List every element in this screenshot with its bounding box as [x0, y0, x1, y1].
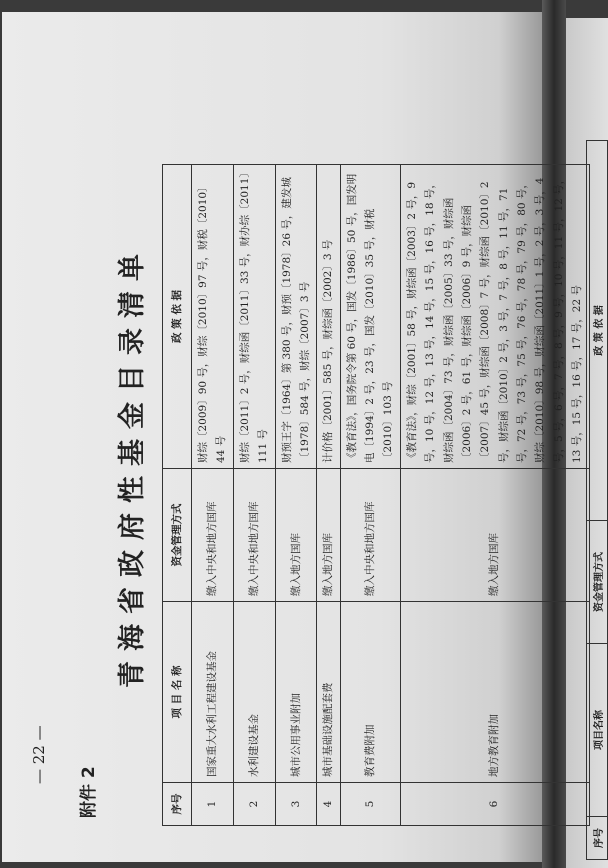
document-title: 青海省政府性基金目录清单 [117, 244, 148, 688]
cell-policy-basis: 财综〔2011〕2 号，财综函〔2011〕33 号，财办综〔2011〕111 号 [233, 165, 275, 469]
cell-policy-basis: 财预王字〔1964〕第 380 号，财预〔1978〕26 号，建发城〔1978〕584 号，财综〔2007〕3 号 [275, 165, 317, 469]
next-page-table-header [586, 140, 608, 860]
cell-policy-basis: 《教育法》，国务院令第 60 号，国发〔1986〕50 号，国发明电〔1994〕2 号，23 号，国发〔2010〕35 号，财税〔2010〕103 号 [340, 165, 400, 469]
page-number: — 22 — [30, 725, 48, 784]
table-row [192, 165, 234, 826]
table-row [340, 165, 400, 826]
table-row [317, 165, 340, 826]
next-header-seq: 序号 [587, 817, 608, 860]
cell-seq: 4 [317, 783, 340, 826]
header-item-name: 项 目 名 称 [163, 602, 192, 783]
cell-seq: 5 [340, 783, 400, 826]
header-seq: 序号 [163, 783, 192, 826]
table-row [400, 165, 589, 826]
attachment-label: 附件 2 [79, 766, 99, 818]
cell-fund-management: 缴入地方国库 [317, 469, 340, 602]
cell-seq: 2 [233, 783, 275, 826]
next-header-item-name: 项目名称 [587, 644, 608, 817]
cell-item-name: 城市基础设施配套费 [317, 602, 340, 783]
next-page-header-strip [586, 140, 608, 860]
cell-item-name: 城市公用事业附加 [275, 602, 317, 783]
cell-fund-management: 缴入地方国库 [275, 469, 317, 602]
table-row [233, 165, 275, 826]
table-row [275, 165, 317, 826]
fund-catalog-table [162, 164, 590, 826]
cell-fund-management: 缴入地方国库 [400, 469, 589, 602]
header-fund-management: 资金管理方式 [163, 469, 192, 602]
cell-item-name: 水利建设基金 [233, 602, 275, 783]
next-header-fund-management: 资金管理方式 [587, 521, 608, 644]
cell-fund-management: 缴入中央和地方国库 [233, 469, 275, 602]
cell-seq: 6 [400, 783, 589, 826]
rotated-page-content [30, 88, 584, 828]
cell-fund-management: 缴入中央和地方国库 [340, 469, 400, 602]
cell-item-name: 国家重大水利工程建设基金 [192, 602, 234, 783]
header-policy-basis: 政 策 依 据 [163, 165, 192, 469]
next-header-policy-basis: 政 策 依 据 [587, 141, 608, 521]
cell-seq: 3 [275, 783, 317, 826]
cell-item-name: 地方教育附加 [400, 602, 589, 783]
cell-seq: 1 [192, 783, 234, 826]
cell-item-name: 教育费附加 [340, 602, 400, 783]
cell-policy-basis: 《教育法》，财综〔2001〕58 号，财综函〔2003〕2 号，9 号，10 号，12 号，13 号，14 号，15 号，16 号，18 号，财综函〔2004〕73 号，财综函〔2005〕33 号，财综函〔2006〕2 号，61 号，财综函〔2006〕9 号，财综函〔2007〕45 号，财综函〔2008〕7 号，财综函〔2010〕2 号，财综函〔2010〕2 号，3 号，7 号，8 号，11 号，71 号，72 号，73 号，75 号，76 号，78 号，79 号，80 号，财综〔2010〕98 号，财综函〔2011〕1 号，2 号，3 号，4 号，5 号，6 号，7 号，8 号，9 号，10 号，11 号，12 号，13 号，15 号，16 号，17 号，22 号 [400, 165, 589, 469]
cell-fund-management: 缴入中央和地方国库 [192, 469, 234, 602]
cell-policy-basis: 财综〔2009〕90 号，财综〔2010〕97 号，财税〔2010〕44 号 [192, 165, 234, 469]
cell-policy-basis: 计价格〔2001〕585 号，财综函〔2002〕3 号 [317, 165, 340, 469]
table-header-row [163, 165, 192, 826]
